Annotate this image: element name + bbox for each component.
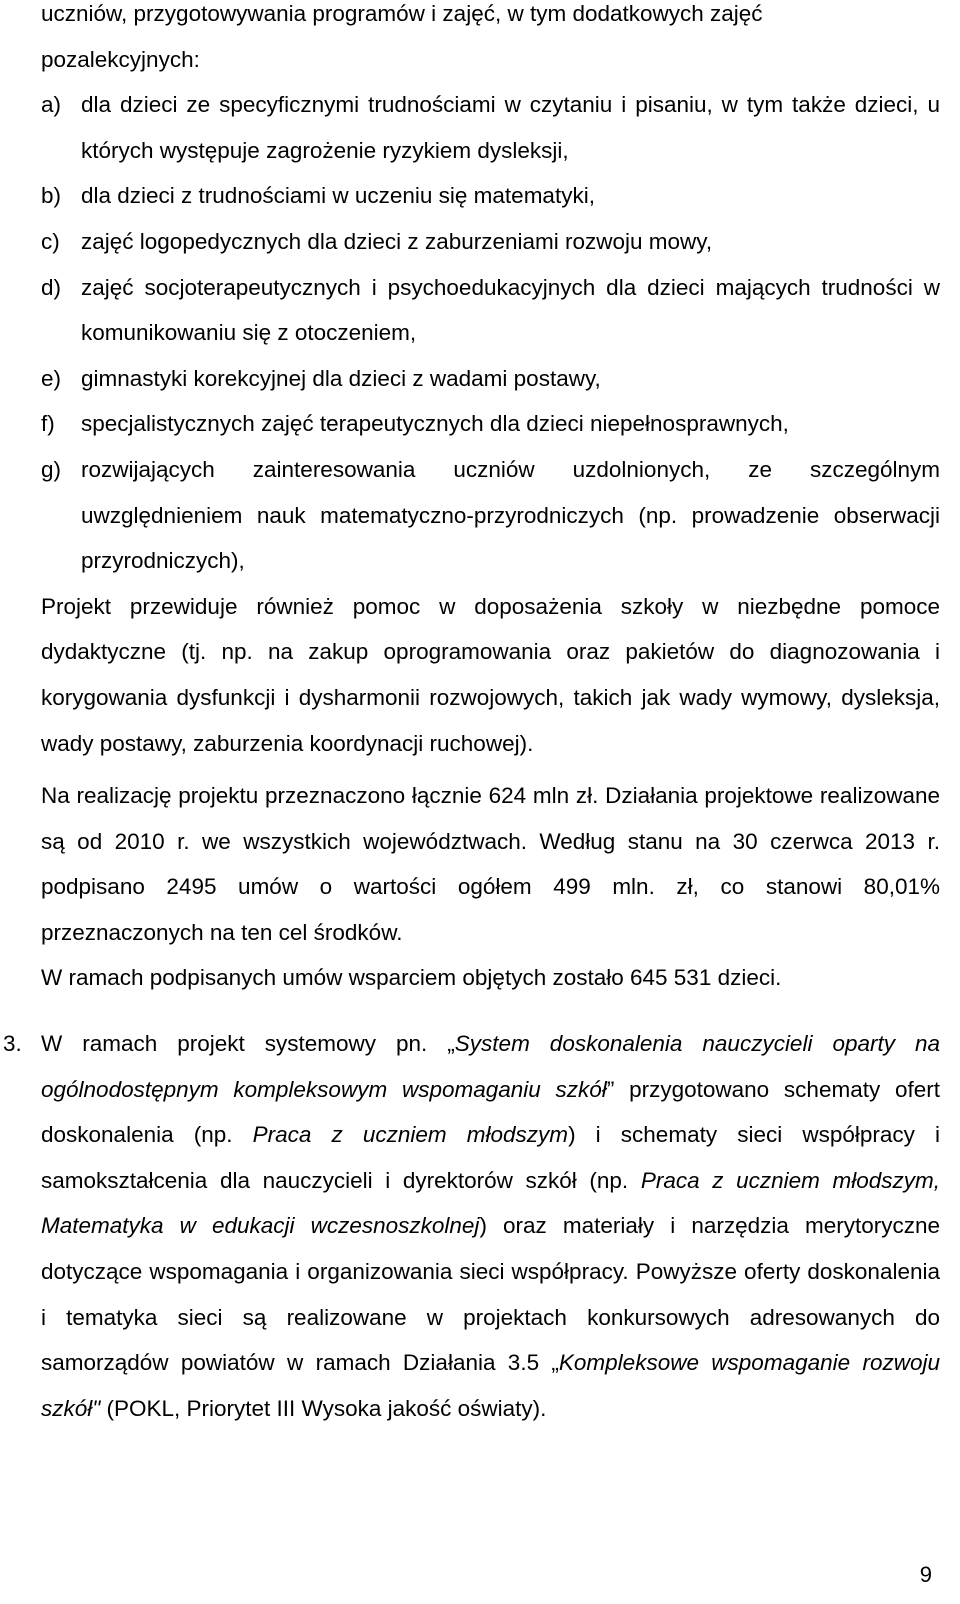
list-text: zajęć socjoterapeutycznych i psychoedukacyjnych dla dzieci mających trudności w komunikowaniu się z otoczeniem, <box>81 274 940 346</box>
list-letter: a) <box>41 92 62 118</box>
offer-title: Praca z uczniem młodszym <box>252 1122 569 1148</box>
list-letter: f) <box>41 411 55 437</box>
list-letter: c) <box>41 228 60 254</box>
text-run: ) i schematy sieci współpracy i samokształcenia dla nauczycieli i dyrektorów szkół (np. <box>41 1122 940 1193</box>
list-item <box>41 401 940 447</box>
list-letter: e) <box>41 365 62 391</box>
list-letter: b) <box>41 183 62 209</box>
list-item <box>41 447 940 584</box>
list-text: rozwijających zainteresowania uczniów uzdolnionych, ze szczególnym uwzględnieniem nauk matematyczno-przyrodniczych (np. prowadzenie obserwacji przyrodniczych), <box>81 456 940 574</box>
list-text: dla dzieci ze specyficznymi trudnościami w czytaniu i pisaniu, w tym także dzieci, u których występuje zagrożenie ryzykiem dysleksji, <box>81 92 940 163</box>
page-number: 9 <box>919 1562 932 1587</box>
text-run: ) oraz materiały i narzędzia merytoryczne dotyczące wspomagania i organizowania sieci współpracy. Powyższe oferty doskonalenia i tematyka sieci są realizowane w projektach konkursowych adresowanych do samorządów powiatów w ramach Działania 3.5 „ <box>41 1213 940 1376</box>
list-item <box>41 219 940 265</box>
list-text: zajęć logopedycznych dla dzieci z zaburzeniami rozwoju mowy, <box>81 228 713 254</box>
list-letter: g) <box>41 456 62 482</box>
text-run: (POKL, Priorytet III Wysoka jakość oświaty). <box>100 1395 547 1421</box>
intro-line-1: uczniów, przygotowywania programów i zajęć, w tym dodatkowych zajęć <box>41 1 763 26</box>
list-text: dla dzieci z trudnościami w uczeniu się matematyki, <box>81 183 595 209</box>
paragraph-equipment: Projekt przewiduje również pomoc w doposażenia szkoły w niezbędne pomoce dydaktyczne (tj. np. na zakup oprogramowania oraz pakietów do diagnozowania i korygowania dysfunkcji i dysharmonii rozwojowych, takich jak wady wymowy, dysleksja, wady postawy, zaburzenia koordynacji ruchowej). <box>41 593 940 756</box>
list-letter: d) <box>41 274 62 300</box>
section-number: 3. <box>3 1031 22 1057</box>
list-text: specjalistycznych zajęć terapeutycznych dla dzieci niepełnosprawnych, <box>81 411 789 437</box>
list-item <box>41 265 940 356</box>
action-title: Kompleksowe wspomaganie rozwoju szkół" <box>41 1350 940 1421</box>
intro-text <box>0 0 960 82</box>
intro-line-2: pozalekcyjnych: <box>41 46 200 72</box>
body-paragraphs <box>0 584 960 1432</box>
network-titles: Praca z uczniem młodszym, Matematyka w edukacji wczesnoszkolnej <box>41 1167 940 1239</box>
list-item <box>41 356 940 402</box>
text-run: ” przygotowano schematy ofert doskonalenia (np. <box>41 1076 940 1148</box>
sub-list <box>0 82 960 584</box>
project-title: System doskonalenia nauczycieli oparty na ogólnodostępnym kompleksowym wspomaganiu szkół <box>41 1031 940 1102</box>
section-3-text <box>41 1021 940 1431</box>
text-run: W ramach projekt systemowy pn. „ <box>41 1031 455 1057</box>
paragraph-contracts: W ramach podpisanych umów wsparciem objętych zostało 645 531 dzieci. <box>41 965 782 991</box>
section-3 <box>3 1021 940 1431</box>
list-text: gimnastyki korekcyjnej dla dzieci z wadami postawy, <box>81 365 601 391</box>
list-item <box>41 82 940 173</box>
list-item <box>41 173 940 219</box>
paragraph-funding: Na realizację projektu przeznaczono łącznie 624 mln zł. Działania projektowe realizowane są od 2010 r. we wszystkich województwach. Według stanu na 30 czerwca 2013 r. podpisano 2495 umów o wartości ogółem 499 mln. zł, co stanowi 80,01% przeznaczonych na ten cel środków. <box>41 783 940 945</box>
